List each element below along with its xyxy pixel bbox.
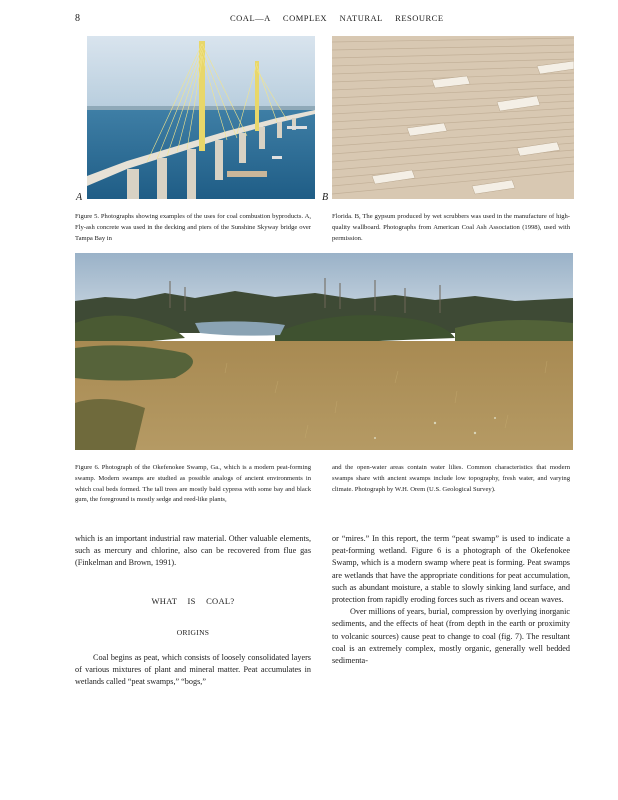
figure-5b-wallboard-photo bbox=[332, 36, 574, 199]
figure-6-caption-right: and the open-water areas contain water lilies. Common characteristics that modern swamps share with ancient swamps include low topography, fresh water, and varying climate. Photograph by W.H. Orem (U.S. Geological Survey). bbox=[332, 464, 570, 493]
intro-paragraph: which is an important industrial raw material. Other valuable elements, such as mercury and chlorine, also can be recovered from flue gas (Finkelman and Brown, 1991). bbox=[75, 534, 311, 568]
left-column-intro bbox=[75, 533, 311, 570]
figure-5-caption-left: Figure 5. Photographs showing examples of the uses for coal combustion byproducts. A, Fly-ash concrete was used in the decking and piers of the Sunshine Skyway bridge over Tampa Bay in bbox=[75, 213, 311, 242]
left-column-origins bbox=[75, 652, 311, 689]
subsection-heading: ORIGINS bbox=[176, 628, 210, 637]
figure-6-swamp-photo bbox=[75, 253, 573, 450]
figure-5-caption-right: Florida. B, The gypsum produced by wet scrubbers was used in the manufacture of high-quality wallboard. Photographs from American Coal Ash Association (1998), used with permission. bbox=[332, 213, 570, 242]
running-title: COAL—A COMPLEX NATURAL RESOURCE bbox=[230, 13, 444, 23]
figure-6-caption-left: Figure 6. Photograph of the Okefenokee Swamp, Ga., which is a modern peat-forming swamp. Modern swamps are studied as possible analogs of ancient environments in which coal beds formed. The tall trees are mostly bald cypress with some bay and black gum, the foreground is mostly sedge and reed-like plants, bbox=[75, 464, 311, 504]
section-heading: WHAT IS COAL? bbox=[151, 596, 235, 606]
right-column bbox=[332, 533, 570, 667]
figure-5a-bridge-photo bbox=[87, 36, 315, 199]
figure-5a-label: A bbox=[76, 192, 83, 203]
right-paragraph-2: Over millions of years, burial, compression by overlying inorganic sediments, and the effects of heat (from depth in the earth or proximity to volcanic sources) cause peat to change to coal (fig. 7). The resultant coal is an extremely complex, mostly organic, generally well bedded sedimenta- bbox=[332, 607, 570, 666]
right-paragraph-1: or “mires.” In this report, the term “peat swamp” is used to indicate a peat-forming wetland. Figure 6 is a photograph of the Okefenokee Swamp, which is a modern swamp where peat is forming. Peat swamps are wetlands that have the appropriate conditions for peat accumulation, such as abundant moisture, a stable to slowly sinking land surface, and protection from rapidly eroding forces such as rivers and ocean waves. bbox=[332, 534, 570, 605]
figure-5b-label: B bbox=[322, 192, 329, 203]
origins-paragraph: Coal begins as peat, which consists of loosely consolidated layers of various mixtures of plant and mineral matter. Peat accumulates in wetlands called “peat swamps,” “bogs,” bbox=[75, 653, 311, 687]
page-number: 8 bbox=[75, 13, 80, 24]
